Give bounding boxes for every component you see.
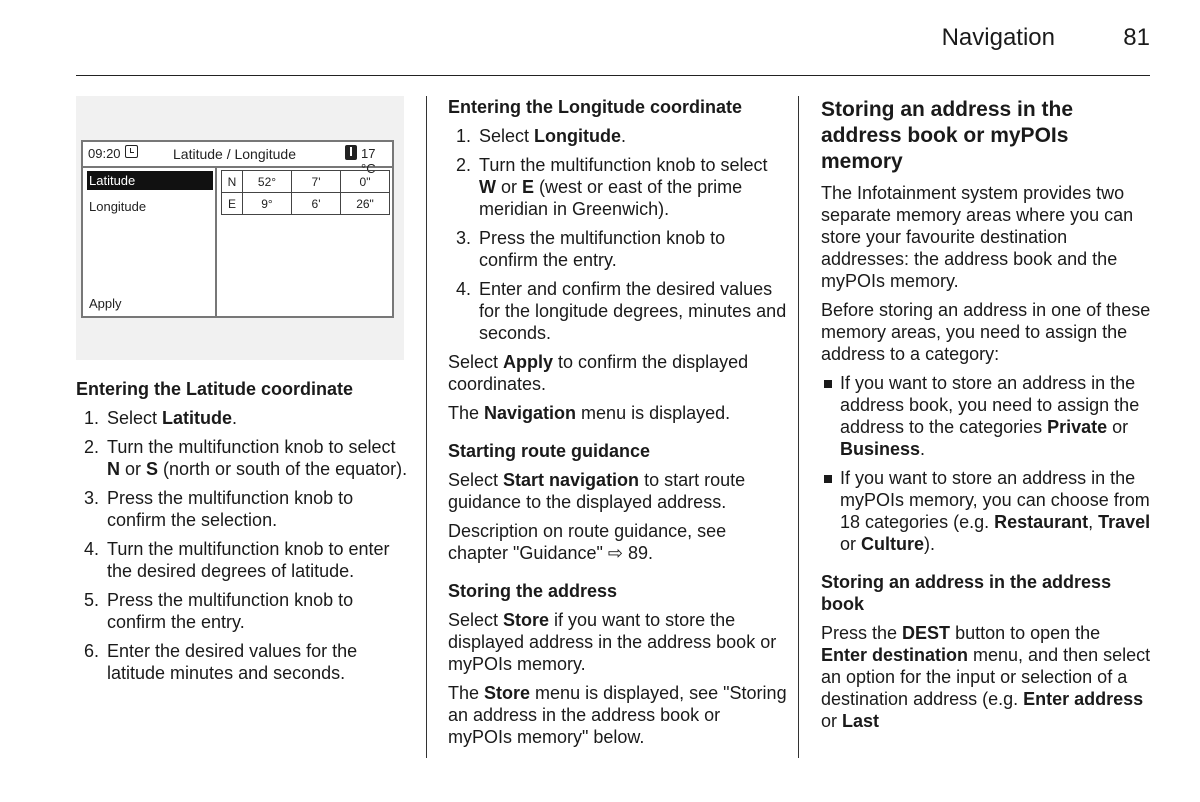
clock-icon <box>125 145 138 158</box>
paragraph-text: Select <box>448 610 504 630</box>
bullet-keyword: Culture <box>861 534 925 554</box>
step-number: 1. <box>84 408 100 428</box>
category-bullets <box>821 372 1151 555</box>
bullet-text: , <box>1088 512 1099 532</box>
latitude-heading: Entering the Latitude coordinate <box>76 379 354 399</box>
step-number: 3. <box>84 488 100 508</box>
page-number: 81 <box>1123 24 1150 51</box>
seconds-cell[interactable]: 26" <box>341 193 390 215</box>
intro-paragraph: The Infotainment system provides two separate memory areas where you can store your favourite destination addresses: the address book and the myPOIs memory. <box>821 183 1134 291</box>
latitude-steps <box>76 407 411 684</box>
address-book-subheading: Storing an address in the address book <box>821 572 1112 614</box>
step-text: Select <box>107 408 163 428</box>
list-item <box>76 407 411 429</box>
list-item <box>76 487 411 531</box>
step-text: (west or east of the prime meridian in Greenwich). <box>479 177 743 219</box>
display-status-bar <box>83 142 392 176</box>
paragraph-keyword: Last <box>842 711 880 731</box>
longitude-steps <box>448 125 788 344</box>
display-title: Latitude / Longitude <box>173 146 296 162</box>
storing-section-heading: Storing an address in the address book or myPOIs memory <box>821 98 1074 173</box>
paragraph-keyword: Navigation <box>484 403 577 423</box>
step-number: 3. <box>456 228 472 248</box>
step-keyword: E <box>522 177 535 197</box>
bullet-keyword: Restaurant <box>994 512 1089 532</box>
direction-cell: N <box>222 171 243 193</box>
paragraph-text: Select <box>448 352 504 372</box>
paragraph-text: menu is displayed. <box>576 403 731 423</box>
list-item <box>448 125 788 147</box>
minutes-cell[interactable]: 7' <box>292 171 341 193</box>
paragraph-text: if you want to store the displayed address in the address book or myPOIs memory. <box>448 610 777 674</box>
display-screenshot <box>76 96 404 360</box>
degrees-cell[interactable]: 52° <box>243 171 292 193</box>
step-keyword: Latitude <box>162 408 233 428</box>
step-number: 6. <box>84 641 100 661</box>
store-menu-paragraph <box>448 682 788 748</box>
bullet-text: ). <box>924 534 936 554</box>
display-time: 09:20 <box>88 146 121 161</box>
paragraph-keyword: Start navigation <box>503 470 640 490</box>
list-item <box>448 278 788 344</box>
store-paragraph <box>448 609 788 675</box>
step-text: Press the multifunction knob to confirm the entry. <box>107 590 354 632</box>
column-2 <box>448 96 788 755</box>
bullet-text: or <box>840 534 862 554</box>
bullet-keyword: Private <box>1047 417 1108 437</box>
thermometer-icon <box>345 145 357 160</box>
paragraph-text: The <box>448 683 485 703</box>
paragraph-keyword: Enter address <box>1023 689 1144 709</box>
step-text: Press the multifunction knob to confirm the selection. <box>107 488 354 530</box>
step-text: or <box>120 459 147 479</box>
bullet-text: or <box>1107 417 1129 437</box>
step-number: 2. <box>456 155 472 175</box>
navigation-paragraph <box>448 402 788 424</box>
step-text: Turn the multifunction knob to select <box>107 437 396 457</box>
paragraph-text: The <box>448 403 485 423</box>
bullet-text: If you want to store an address in the address book, you need to assign the address to the categories <box>840 373 1140 437</box>
step-text: . <box>621 126 627 146</box>
paragraph-keyword: Store <box>484 683 531 703</box>
list-item <box>448 154 788 220</box>
description-paragraph <box>448 520 788 564</box>
step-text: (north or south of the equator). <box>158 459 408 479</box>
paragraph-text: to start route guidance to the displayed address. <box>448 470 746 512</box>
step-number: 4. <box>84 539 100 559</box>
paragraph-keyword: DEST <box>902 623 951 643</box>
list-item <box>821 467 1151 555</box>
step-number: 2. <box>84 437 100 457</box>
step-keyword: W <box>479 177 496 197</box>
column-3 <box>821 97 1151 739</box>
header-rule <box>76 75 1150 76</box>
step-text: . <box>232 408 238 428</box>
bullet-text: . <box>920 439 926 459</box>
step-text: Enter and confirm the desired values for the longitude degrees, minutes and seconds. <box>479 279 787 343</box>
column-divider-1 <box>426 96 427 758</box>
step-text: Select <box>479 126 535 146</box>
direction-cell: E <box>222 193 243 215</box>
before-paragraph: Before storing an address in one of these memory areas, you need to assign the address to a category: <box>821 300 1151 364</box>
paragraph-keyword: Store <box>503 610 550 630</box>
minutes-cell[interactable]: 6' <box>292 193 341 215</box>
table-row <box>222 171 390 193</box>
storing-address-heading: Storing the address <box>448 581 618 601</box>
paragraph-keyword: Apply <box>503 352 554 372</box>
menu-item-longitude[interactable]: Longitude <box>89 199 147 214</box>
route-paragraph <box>448 469 788 513</box>
seconds-cell[interactable]: 0" <box>341 171 390 193</box>
route-guidance-heading: Starting route guidance <box>448 441 651 461</box>
step-keyword: Longitude <box>534 126 622 146</box>
coordinate-table <box>221 170 390 215</box>
paragraph-text: or <box>821 711 843 731</box>
display-menu <box>83 168 217 316</box>
list-item <box>76 640 411 684</box>
step-text: Turn the multifunction knob to select <box>479 155 768 175</box>
list-item <box>821 372 1151 460</box>
bullet-keyword: Travel <box>1098 512 1151 532</box>
bullet-text: If you want to store an address in the myPOIs memory, you can choose from 18 categories (e.g. <box>840 468 1150 532</box>
list-item <box>76 538 411 582</box>
step-text: Enter the desired values for the latitude minutes and seconds. <box>107 641 358 683</box>
list-item <box>76 436 411 480</box>
paragraph-text: Select <box>448 470 504 490</box>
table-row <box>222 193 390 215</box>
step-text: Press the multifunction knob to confirm the entry. <box>479 228 726 270</box>
paragraph-text: Press the <box>821 623 903 643</box>
degrees-cell[interactable]: 9° <box>243 193 292 215</box>
longitude-heading: Entering the Longitude coordinate <box>448 97 742 117</box>
step-number: 1. <box>456 126 472 146</box>
press-dest-paragraph <box>821 622 1151 732</box>
paragraph-text: 89. <box>622 543 653 563</box>
step-text: Turn the multifunction knob to enter the desired degrees of latitude. <box>107 539 390 581</box>
bullet-keyword: Business <box>840 439 921 459</box>
paragraph-text: to confirm the displayed coordinates. <box>448 352 749 394</box>
apply-paragraph <box>448 351 788 395</box>
column-divider-2 <box>798 96 799 758</box>
paragraph-text: Description on route guidance, see chapter "Guidance" <box>448 521 727 563</box>
paragraph-keyword: Enter destination <box>821 645 969 665</box>
section-title: Navigation <box>941 24 1055 51</box>
list-item <box>448 227 788 271</box>
paragraph-text: menu is displayed, see "Storing an address in the address book or myPOIs memory" below. <box>448 683 787 747</box>
step-text: or <box>496 177 523 197</box>
menu-item-latitude[interactable]: Latitude <box>87 171 213 190</box>
column-1 <box>76 378 411 691</box>
step-keyword: S <box>146 459 159 479</box>
page-reference-arrow-icon: ⇨ <box>607 543 623 563</box>
step-number: 4. <box>456 279 472 299</box>
list-item <box>76 589 411 633</box>
paragraph-text: button to open the <box>950 623 1101 643</box>
display-screen <box>81 140 394 318</box>
step-keyword: N <box>107 459 120 479</box>
display-temperature: 17 °C <box>361 146 376 176</box>
menu-item-apply[interactable]: Apply <box>89 296 122 311</box>
step-number: 5. <box>84 590 100 610</box>
paragraph-text: menu, and then select an option for the input or selection of a destination address (e.g. <box>821 645 1151 709</box>
